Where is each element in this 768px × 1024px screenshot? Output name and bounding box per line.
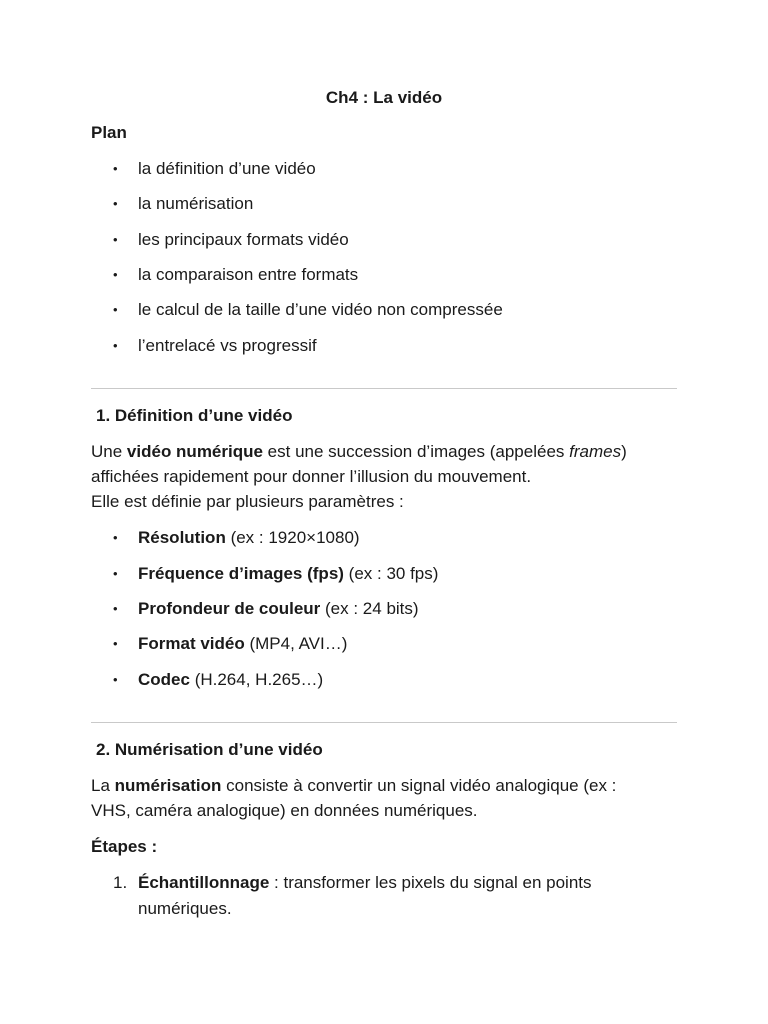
section1-paragraph-line: affichées rapidement pour donner l’illusion du mouvement. <box>91 467 532 486</box>
term-frames: frames <box>569 442 622 461</box>
section1-heading: 1. Définition d’une vidéo <box>96 406 293 425</box>
section2-paragraph-line: VHS, caméra analogique) en données numériques. <box>91 801 478 820</box>
section2-paragraph: La numérisation consiste à convertir un signal vidéo analogique (ex : <box>91 776 617 795</box>
param-item: • Profondeur de couleur (ex : 24 bits) <box>138 598 419 620</box>
term-numerisation: numérisation <box>114 776 222 795</box>
plan-item: • le calcul de la taille d’une vidéo non compressée <box>138 299 503 321</box>
section1-paragraph: Une vidéo numérique est une succession d’images (appelées frames) <box>91 442 627 461</box>
steps-heading: Étapes : <box>91 837 158 856</box>
page-title: Ch4 : La vidéo <box>325 88 443 107</box>
step-number: 1. <box>113 873 128 892</box>
param-item: • Format vidéo (MP4, AVI…) <box>138 633 347 655</box>
plan-item: • la comparaison entre formats <box>138 264 358 286</box>
plan-item: • la numérisation <box>138 193 253 215</box>
section-divider <box>91 388 677 389</box>
plan-item: • l’entrelacé vs progressif <box>138 335 317 357</box>
term-video-numerique: vidéo numérique <box>126 442 263 461</box>
section2-heading: 2. Numérisation d’une vidéo <box>96 740 323 759</box>
param-item: • Codec (H.264, H.265…) <box>138 669 323 691</box>
step-item: Échantillonnage : transformer les pixels du signal en points <box>138 873 592 892</box>
plan-item: • la définition d’une vidéo <box>138 158 316 180</box>
plan-item: • les principaux formats vidéo <box>138 229 349 251</box>
plan-heading: Plan <box>91 123 127 142</box>
section-divider <box>91 722 677 723</box>
section1-paragraph-line: Elle est définie par plusieurs paramètres : <box>91 492 404 511</box>
param-item: • Fréquence d’images (fps) (ex : 30 fps) <box>138 563 438 585</box>
step-item-continuation: numériques. <box>138 899 232 918</box>
param-item: • Résolution (ex : 1920×1080) <box>138 527 360 549</box>
